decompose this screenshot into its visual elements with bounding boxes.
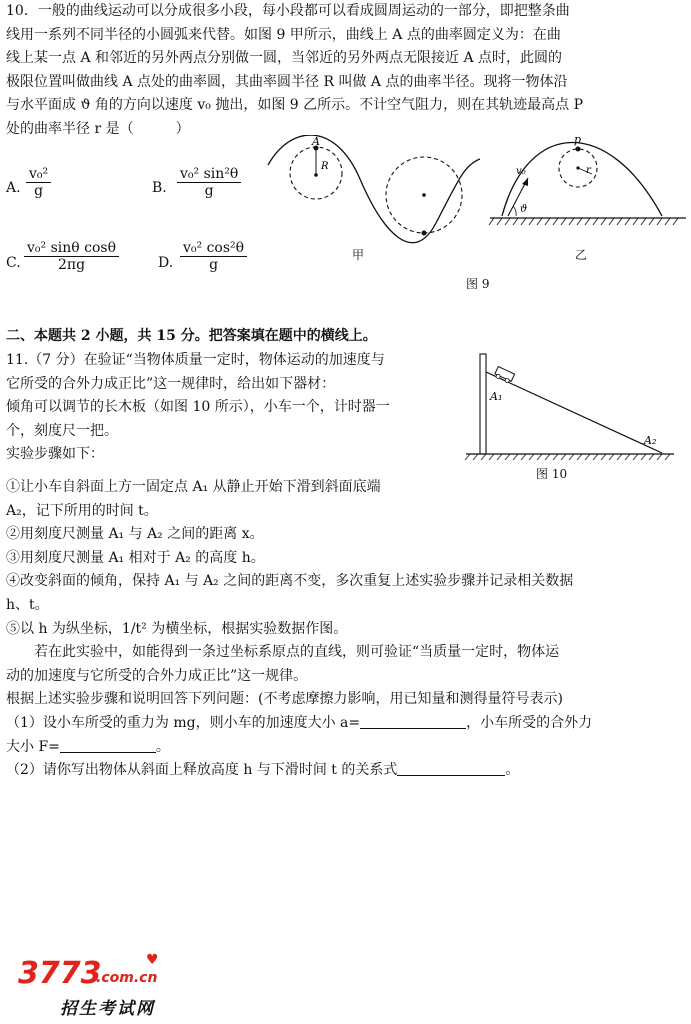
- option-a-formula: [26, 166, 51, 199]
- fig9-point-p-label: p: [574, 133, 582, 146]
- q11-step-line: h、t。: [6, 596, 49, 613]
- q11-sub1-text-c: 大小 F=: [6, 738, 60, 755]
- q11-sub2-text: （2）请你写出物体从斜面上释放高度 h 与下滑时间 t 的关系式: [6, 762, 398, 779]
- option-b-label: B.: [152, 180, 167, 196]
- fig9-caption: 图 9: [466, 277, 490, 291]
- option-d-label: D.: [158, 255, 174, 271]
- figure-9-yi: [488, 128, 688, 228]
- q11-sub1-text-a: （1）设小车所受的重力为 mg，则小车的加速度大小 a=: [6, 714, 361, 731]
- watermark-logo: [18, 952, 178, 1020]
- q10-line: 10．一般的曲线运动可以分成很多小段，每小段都可以看成圆周运动的一部分，即把整条曲: [6, 3, 570, 19]
- q11-sub1-line2: [6, 736, 686, 760]
- q10-line: 处的曲率半径 r 是（ ）: [6, 120, 190, 137]
- option-c-numerator: v₀² sinθ cosθ: [27, 240, 117, 256]
- fig9-radius-r-label: R: [321, 161, 329, 172]
- heart-icon: ♥: [146, 952, 159, 968]
- fig10-a1-label: A₁: [490, 390, 503, 403]
- q11-step-line: ③用刻度尺测量 A₁ 相对于 A₂ 的高度 h。: [6, 549, 265, 566]
- q11-sub1-text-b: ，小车所受的合外力: [466, 714, 593, 731]
- q11-line: 11.（7 分）在验证“当物体质量一定时，物体运动的加速度与: [6, 352, 385, 368]
- force-answer-blank[interactable]: [60, 738, 156, 753]
- option-c-denominator: 2πg: [24, 256, 119, 273]
- option-b-denominator: g: [177, 182, 241, 199]
- q11-steps: [6, 476, 686, 783]
- fig9-velocity-label: v₀: [516, 166, 526, 177]
- q11-step-line: ①让小车自斜面上方一固定点 A₁ 从静止开始下滑到斜面底端: [6, 479, 381, 495]
- option-c-formula: [24, 240, 119, 273]
- q11-step-line: ⑤以 h 为纵坐标，1/t² 为横坐标，根据实验数据作图。: [6, 620, 348, 637]
- option-b-formula: [177, 166, 241, 199]
- q11-step-line: ②用刻度尺测量 A₁ 与 A₂ 之间的距离 x。: [6, 526, 264, 543]
- relation-answer-blank[interactable]: [397, 761, 505, 776]
- option-d-formula: [180, 240, 247, 273]
- watermark-number: 3773: [18, 956, 102, 991]
- q11-intro: [6, 349, 466, 467]
- q11-step-line: 根据上述实验步骤和说明回答下列问题：(不考虑摩擦力影响，用已知量和测得量符号表示): [6, 691, 563, 708]
- q10-line: 线上某一点 A 和邻近的另外两点分别做一圆，当邻近的另外两点无限接近 A 点时，此圆的: [6, 50, 563, 67]
- q10-line: 线用一系列不同半径的小圆弧来代替。如图 9 甲所示，曲线上 A 点的曲率圆定义为：在曲: [6, 26, 561, 43]
- option-a-label: A.: [6, 180, 21, 196]
- fig9-point-a-label: A: [312, 135, 320, 148]
- fig9-radius-small-r-label: r: [586, 165, 591, 176]
- q11-step-line: 动的加速度与它所受的合外力成正比”这一规律。: [6, 667, 308, 684]
- q10-line: 极限位置叫做曲线 A 点处的曲率圆，其曲率圆半径 R 叫做 A 点的曲率半径。现将一物体沿: [6, 73, 568, 90]
- fig9-angle-label: ϑ: [520, 204, 528, 215]
- option-d-denominator: g: [180, 256, 247, 273]
- q11-line: 倾角可以调节的长木板（如图 10 所示），小车一个，计时器一: [6, 399, 390, 416]
- q11-line: 它所受的合外力成正比”这一规律时，给出如下器材：: [6, 375, 336, 392]
- option-a-denominator: g: [26, 182, 51, 199]
- option-b-numerator: v₀² sin²θ: [180, 166, 239, 182]
- watermark-domain: .com.cn: [96, 970, 158, 986]
- q11-step-line: A₂，记下所用的时间 t。: [6, 502, 158, 519]
- q11-step-line: 若在此实验中，如能得到一条过坐标系原点的直线，则可验证“当质量一定时，物体运: [6, 644, 560, 661]
- section-2-heading: 二、本题共 2 小题，共 15 分。把答案填在题中的横线上。: [6, 328, 377, 344]
- watermark-name: 招生考试网: [60, 999, 155, 1019]
- q11-line: 实验步骤如下：: [6, 446, 104, 463]
- q11-sub2-end: 。: [505, 762, 520, 779]
- q11-sub1-line1: [6, 712, 686, 736]
- q11-step-line: ④改变斜面的倾角，保持 A₁ 与 A₂ 之间的距离不变，多次重复上述实验步骤并记录相关数据: [6, 573, 574, 590]
- option-c-label: C.: [6, 255, 21, 271]
- q10-line: 与水平面成 ϑ 角的方向以速度 v₀ 抛出，如图 9 乙所示。不计空气阻力，则在其轨迹最高点 P: [6, 97, 584, 114]
- q10-text: [6, 0, 686, 142]
- fig9-yi-caption: 乙: [575, 248, 588, 262]
- figure-10: [462, 348, 682, 463]
- option-a-numerator: v₀²: [29, 166, 49, 182]
- q11-sub2-line: [6, 759, 686, 783]
- q11-line: 个，刻度尺一把。: [6, 422, 118, 439]
- fig10-caption: 图 10: [536, 467, 568, 481]
- figure-9-jia: [264, 135, 484, 245]
- option-d-numerator: v₀² cos²θ: [183, 240, 245, 256]
- q11-sub1-end: 。: [155, 738, 170, 755]
- fig9-jia-caption: 甲: [352, 248, 365, 262]
- acceleration-answer-blank[interactable]: [360, 714, 466, 729]
- fig10-a2-label: A₂: [644, 434, 657, 447]
